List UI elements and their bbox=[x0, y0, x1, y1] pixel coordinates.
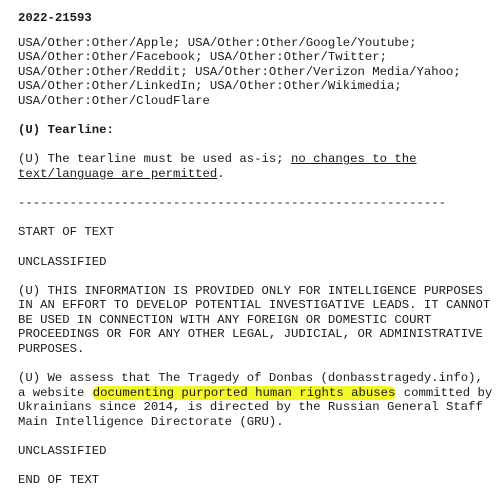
disclaimer-paragraph bbox=[18, 284, 496, 357]
disclaimer-line: BE USED IN CONNECTION WITH ANY FOREIGN OR DOMESTIC COURT bbox=[18, 312, 432, 327]
disclaimer-line: IN AN EFFORT TO DEVELOP POTENTIAL INVESTIGATIVE LEADS. IT CANNOT bbox=[18, 298, 491, 313]
spacer bbox=[18, 26, 496, 36]
recipient-line: USA/Other:Other/LinkedIn; USA/Other:Other/Wikimedia; bbox=[18, 79, 402, 94]
recipient-line: USA/Other:Other/Apple; USA/Other:Other/Google/Youtube; bbox=[18, 35, 417, 50]
assessment-line: (U) We assess that The Tragedy of Donbas (donbasstragedy.info), bbox=[18, 371, 483, 386]
spacer bbox=[18, 109, 496, 124]
end-of-text: END OF TEXT bbox=[18, 473, 100, 488]
recipient-list bbox=[18, 36, 496, 109]
spacer bbox=[18, 182, 496, 197]
spacer bbox=[18, 138, 496, 153]
disclaimer-line: PROCEEDINGS OR FOR ANY OTHER LEGAL, JUDICIAL, OR ADMINISTRATIVE bbox=[18, 327, 483, 342]
tearline-notice-line-1 bbox=[18, 152, 496, 167]
spacer bbox=[18, 459, 496, 474]
spacer bbox=[18, 357, 496, 372]
assessment-text: committed by bbox=[396, 385, 493, 400]
separator-line: ---------------------------------------------------------- bbox=[18, 196, 447, 211]
disclaimer-line: PURPOSES. bbox=[18, 342, 85, 357]
assessment-line: Ukrainians since 2014, is directed by the Russian General Staff bbox=[18, 400, 483, 415]
classification-marking-bottom: UNCLASSIFIED bbox=[18, 444, 107, 459]
recipient-line: USA/Other:Other/Facebook; USA/Other:Other/Twitter; bbox=[18, 50, 387, 65]
recipient-line: USA/Other:Other/CloudFlare bbox=[18, 93, 210, 108]
tearline-notice-line-2 bbox=[18, 167, 496, 182]
document-id: 2022-21593 bbox=[18, 11, 92, 25]
tearline-notice bbox=[18, 152, 496, 181]
start-of-text: START OF TEXT bbox=[18, 225, 114, 240]
spacer bbox=[18, 211, 496, 226]
classification-marking-top: UNCLASSIFIED bbox=[18, 254, 107, 269]
disclaimer-line: (U) THIS INFORMATION IS PROVIDED ONLY FOR INTELLIGENCE PURPOSES bbox=[18, 283, 483, 298]
highlighted-phrase: documenting purported human rights abuses bbox=[92, 385, 396, 400]
tearline-notice-text: (U) The tearline must be used as-is; bbox=[18, 152, 292, 167]
assessment-paragraph bbox=[18, 371, 496, 429]
assessment-text: a website bbox=[18, 385, 92, 400]
spacer bbox=[18, 240, 496, 255]
tearline-notice-underlined: no changes to the bbox=[291, 152, 417, 167]
assessment-line bbox=[18, 386, 496, 401]
assessment-line: Main Intelligence Directorate (GRU). bbox=[18, 415, 284, 430]
spacer bbox=[18, 430, 496, 445]
tearline-notice-tail: . bbox=[217, 166, 225, 181]
tearline-notice-underlined: text/language are permitted bbox=[18, 166, 218, 181]
recipient-line: USA/Other:Other/Reddit; USA/Other:Other/Verizon Media/Yahoo; bbox=[18, 64, 461, 79]
tearline-heading: (U) Tearline: bbox=[18, 123, 114, 138]
document-body bbox=[18, 11, 496, 488]
spacer bbox=[18, 269, 496, 284]
